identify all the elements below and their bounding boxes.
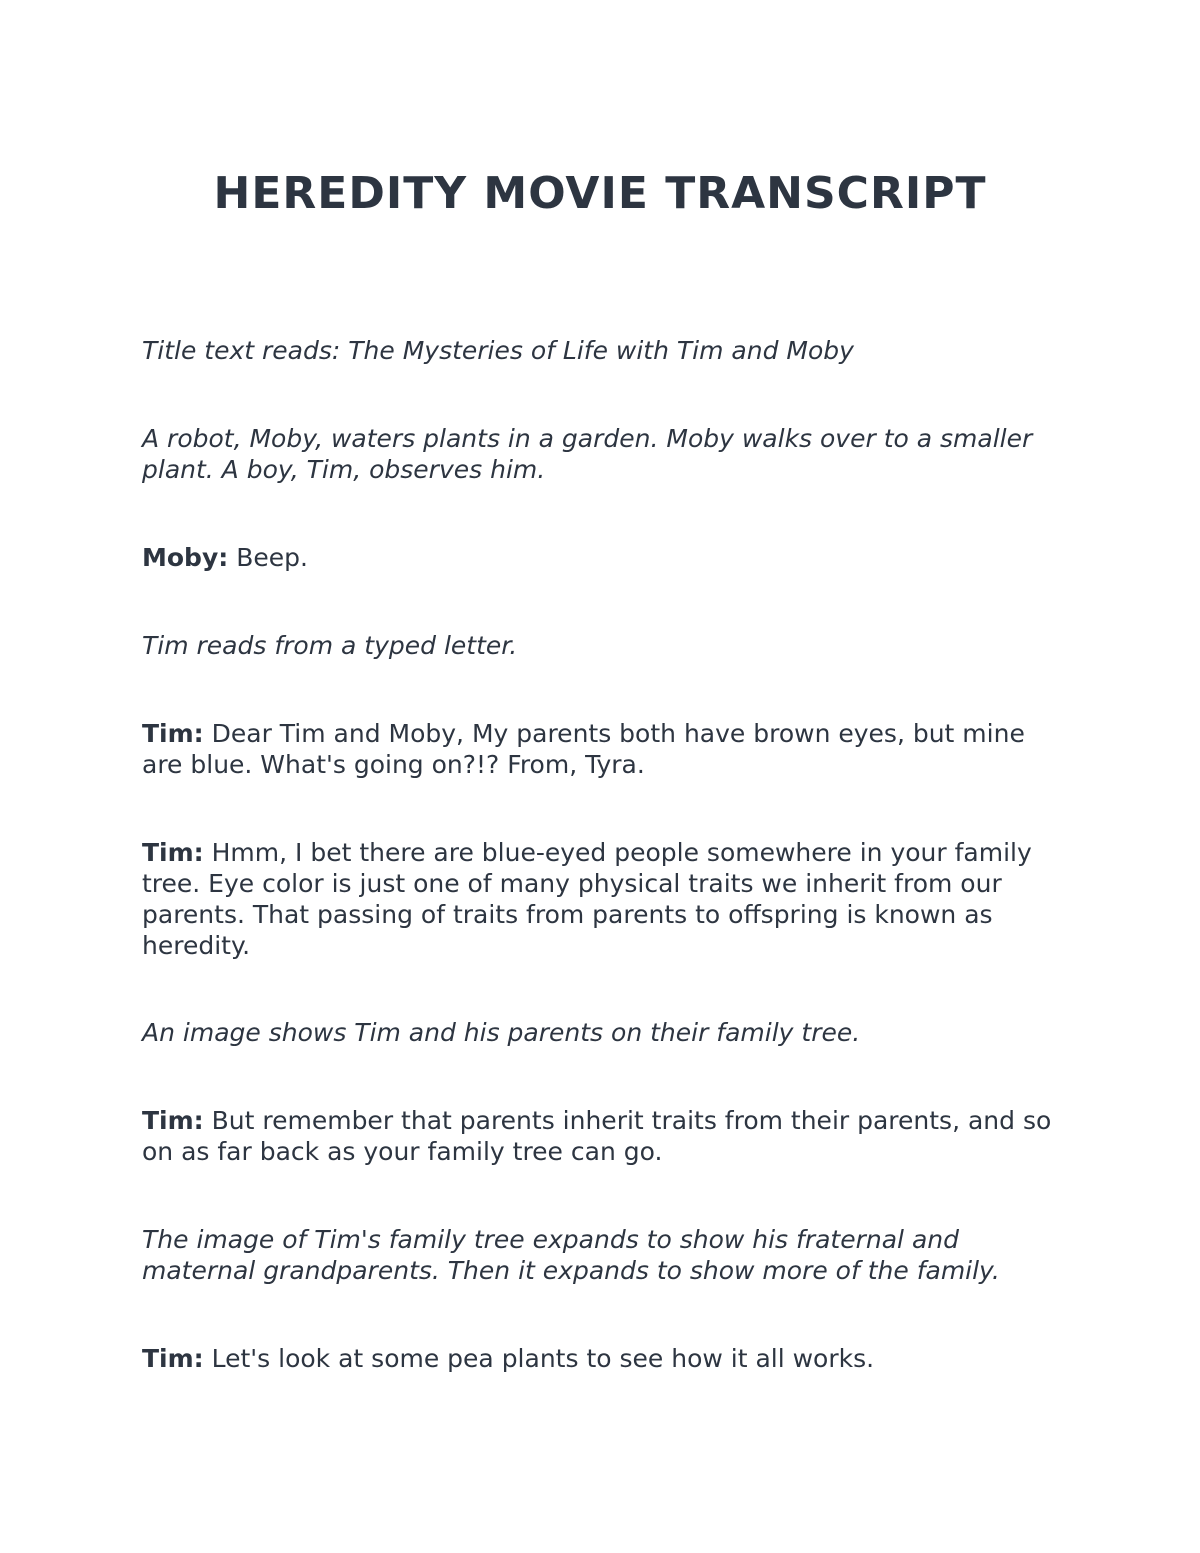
- stage-direction: A robot, Moby, waters plants in a garden. Moby walks over to a smaller plant. A boy, Tim, observes him.: [142, 424, 1033, 484]
- dialogue-text: Let's look at some pea plants to see how it all works.: [211, 1344, 875, 1373]
- stage-direction: Tim reads from a typed letter.: [142, 631, 518, 660]
- dialogue-line: [142, 1105, 1072, 1167]
- stage-direction: Title text reads: The Mysteries of Life with Tim and Moby: [142, 336, 854, 365]
- speaker-name: Tim:: [142, 838, 204, 867]
- dialogue-text: Dear Tim and Moby, My parents both have brown eyes, but mine are blue. What's going on?!? From, Tyra.: [142, 719, 1025, 779]
- speaker-name: Tim:: [142, 1344, 204, 1373]
- stage-direction: The image of Tim's family tree expands to show his fraternal and maternal grandparents. Then it expands to show more of the family.: [142, 1225, 1000, 1285]
- speaker-name: Tim:: [142, 719, 204, 748]
- dialogue-text: But remember that parents inherit traits from their parents, and so on as far back as your family tree can go.: [142, 1106, 1052, 1166]
- speaker-name: Tim:: [142, 1106, 204, 1135]
- document-title: HEREDITY MOVIE TRANSCRIPT: [213, 168, 987, 219]
- dialogue-line: [142, 837, 1072, 961]
- dialogue-line: [142, 542, 1072, 573]
- dialogue-text: Hmm, I bet there are blue-eyed people somewhere in your family tree. Eye color is just one of many physical traits we inherit from our parents. That passing of traits from parents to offspring is known as heredity.: [142, 838, 1032, 960]
- dialogue-text: Beep.: [236, 543, 308, 572]
- dialogue-line: [142, 718, 1072, 780]
- dialogue-line: [142, 1343, 1072, 1374]
- speaker-name: Moby:: [142, 543, 229, 572]
- stage-direction: An image shows Tim and his parents on their family tree.: [142, 1018, 861, 1047]
